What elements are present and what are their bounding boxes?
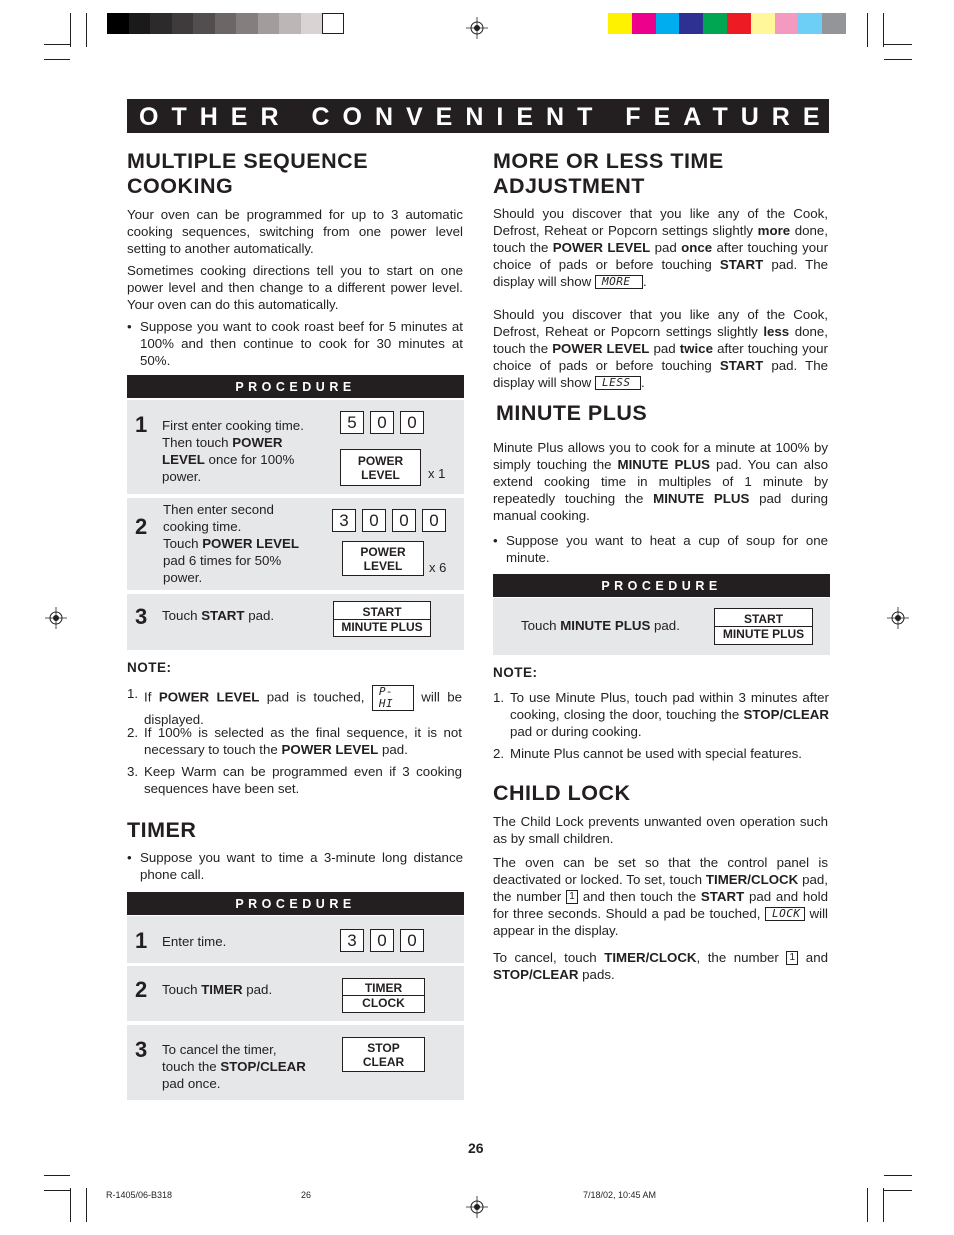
procedure-step — [127, 916, 464, 963]
display-readout: LOCK — [765, 907, 805, 921]
display-digits — [340, 411, 424, 434]
registration-mark-icon — [45, 607, 67, 629]
step-number: 3 — [135, 1037, 148, 1062]
number-key: 1 — [566, 890, 578, 904]
footer-job-id: R-1405/06-B318 — [106, 1190, 173, 1200]
color-swatch — [322, 13, 344, 34]
procedure-step — [127, 1025, 464, 1100]
color-swatch — [751, 13, 775, 34]
color-swatch — [775, 13, 799, 34]
color-swatch — [632, 13, 656, 34]
color-swatch — [822, 13, 846, 34]
example-bullet: • Suppose you want to heat a cup of soup for one minute. — [493, 532, 828, 566]
crop-mark — [884, 44, 912, 45]
step-number: 1 — [135, 412, 148, 437]
crop-mark — [883, 1188, 884, 1222]
crop-mark — [884, 1190, 912, 1191]
number-key: 1 — [786, 951, 798, 965]
procedure-step — [493, 598, 830, 655]
display-digit: 5 — [340, 411, 364, 434]
display-readout: P-HI — [372, 685, 414, 711]
color-swatch — [129, 13, 151, 34]
child-lock-paragraph: The oven can be set so that the control panel is deactivated or locked. To set, touch TIMER/CLOCK pad, the number 1 and then touch the START pad and hold for three seconds. Should a pad be touched, LOCK will appear in the display. — [493, 855, 829, 938]
color-swatch — [258, 13, 280, 34]
crop-mark — [884, 1175, 912, 1176]
crop-mark — [44, 1190, 70, 1191]
child-lock-heading: CHILD LOCK — [493, 781, 631, 805]
color-swatch — [679, 13, 703, 34]
display-digit: 0 — [370, 929, 394, 952]
note-item: 1. To use Minute Plus, touch pad within 3 minutes after cooking, closing the door, touching the STOP/CLEAR pad or during cooking. — [493, 690, 829, 739]
color-swatch — [798, 13, 822, 34]
registration-mark-icon — [887, 607, 909, 629]
procedure-step — [127, 400, 464, 494]
procedure-step — [127, 594, 464, 650]
note-item: 2. Minute Plus cannot be used with special features. — [493, 746, 802, 761]
note-label: NOTE: — [127, 660, 172, 675]
start-minute-plus-pad[interactable]: START MINUTE PLUS — [714, 608, 813, 645]
color-swatch — [727, 13, 751, 34]
page-number: 26 — [468, 1140, 484, 1156]
color-swatch — [703, 13, 727, 34]
crop-mark — [70, 13, 71, 47]
step-instruction: Enter time. — [162, 934, 227, 949]
crop-mark — [86, 13, 87, 47]
color-swatch — [279, 13, 301, 34]
display-digit: 3 — [332, 509, 356, 532]
step-number: 2 — [135, 977, 148, 1002]
multiple-sequence-paragraph: Your oven can be programmed for up to 3 automatic cooking sequences, switching from one power level setting to another automatically. — [127, 207, 463, 256]
step-instruction: Touch START pad. — [162, 608, 275, 623]
timer-clock-pad[interactable]: TIMER CLOCK — [342, 978, 425, 1013]
crop-mark — [884, 59, 912, 60]
display-digit: 0 — [400, 411, 424, 434]
power-level-pad[interactable]: POWER LEVEL — [342, 541, 424, 576]
display-digit: 0 — [362, 509, 386, 532]
procedure-step — [127, 498, 464, 590]
color-swatch — [215, 13, 237, 34]
step-instruction: First enter cooking time. Then touch POWER LEVEL once for 100% power. — [162, 418, 304, 484]
color-swatch — [150, 13, 172, 34]
display-digit: 0 — [370, 411, 394, 434]
color-swatch — [656, 13, 680, 34]
minute-plus-paragraph: Minute Plus allows you to cook for a minute at 100% by simply touching the MINUTE PLUS pad. You can also extend cooking time in multiples of 1 minute by repeatedly touching the MINUTE PLUS pad during manual cooking. — [493, 440, 829, 523]
press-count: x 1 — [428, 466, 446, 481]
more-less-heading: MORE OR LESS TIME ADJUSTMENT — [493, 149, 724, 198]
step-instruction: Touch TIMER pad. — [162, 982, 273, 997]
example-bullet: • Suppose you want to time a 3-minute long distance phone call. — [127, 849, 463, 883]
step-instruction: Touch MINUTE PLUS pad. — [521, 618, 680, 633]
timer-heading: TIMER — [127, 818, 197, 842]
note-label: NOTE: — [493, 665, 538, 680]
step-instruction: Then enter second cooking time. Touch POWER LEVEL pad 6 times for 50% power. — [163, 502, 299, 585]
start-minute-plus-pad[interactable]: START MINUTE PLUS — [333, 601, 431, 637]
note-item: 2. If 100% is selected as the final sequence, it is not necessary to touch the POWER LEVEL pad. — [127, 725, 462, 757]
crop-mark — [44, 44, 70, 45]
color-swatch — [608, 13, 632, 34]
footer-page: 26 — [301, 1190, 312, 1200]
page-title: OTHER CONVENIENT FEATURES — [127, 99, 829, 133]
stop-clear-pad[interactable]: STOP CLEAR — [342, 1037, 425, 1072]
color-swatch — [301, 13, 323, 34]
multiple-sequence-heading: MULTIPLE SEQUENCE COOKING — [127, 149, 369, 198]
multiple-sequence-paragraph: Sometimes cooking directions tell you to start on one power level and then change to a different power level. Your oven can do this automatically. — [127, 263, 463, 312]
crop-mark — [867, 13, 868, 47]
procedure-header: PROCEDURE — [127, 892, 464, 915]
crop-mark — [70, 1188, 71, 1222]
footer-timestamp: 7/18/02, 10:45 AM — [583, 1190, 657, 1200]
display-digit: 3 — [340, 929, 364, 952]
power-level-pad[interactable]: POWER LEVEL — [340, 449, 421, 486]
step-number: 2 — [135, 514, 148, 539]
step-instruction: To cancel the timer, touch the STOP/CLEAR pad once. — [162, 1042, 306, 1091]
step-number: 1 — [135, 928, 148, 953]
display-digit: 0 — [400, 929, 424, 952]
note-item: 1. If POWER LEVEL pad is touched, P-HI will be displayed. — [127, 685, 462, 727]
example-bullet: • Suppose you want to cook roast beef for 5 minutes at 100% and then continue to cook for 30 minutes at 50%. — [127, 318, 463, 369]
procedure-header: PROCEDURE — [127, 375, 464, 398]
press-count: x 6 — [429, 560, 447, 575]
step-number: 3 — [135, 604, 148, 629]
display-digits — [340, 929, 424, 952]
child-lock-paragraph: The Child Lock prevents unwanted oven operation such as by small children. — [493, 814, 828, 846]
crop-mark — [883, 13, 884, 47]
procedure-header: PROCEDURE — [493, 574, 830, 597]
display-digits — [332, 509, 446, 532]
color-swatch — [172, 13, 194, 34]
note-item: 3. Keep Warm can be programmed even if 3 cooking sequences have been set. — [127, 764, 462, 796]
crop-mark — [44, 1175, 70, 1176]
minute-plus-heading: MINUTE PLUS — [496, 401, 648, 425]
color-swatch — [193, 13, 215, 34]
more-less-paragraph: Should you discover that you like any of the Cook, Defrost, Reheat or Popcorn settings slightly more done, touch the POWER LEVEL pad once after touching your choice of pads or before touching START pad. The display will show MORE . — [493, 206, 829, 289]
child-lock-paragraph: To cancel, touch TIMER/CLOCK, the number 1 and STOP/CLEAR pads. — [493, 950, 828, 982]
display-digit: 0 — [422, 509, 446, 532]
crop-mark — [44, 59, 70, 60]
registration-mark-icon — [466, 1196, 488, 1218]
registration-mark-icon — [466, 17, 488, 39]
display-digit: 0 — [392, 509, 416, 532]
display-readout: LESS — [595, 376, 641, 390]
color-swatch — [107, 13, 129, 34]
display-readout: MORE — [595, 275, 643, 289]
crop-mark — [86, 1188, 87, 1222]
procedure-step — [127, 966, 464, 1021]
more-less-paragraph: Should you discover that you like any of the Cook, Defrost, Reheat or Popcorn settings slightly less done, touch the POWER LEVEL pad twice after touching your choice of pads or before touching START pad. The display will show LESS . — [493, 307, 828, 390]
color-swatch — [236, 13, 258, 34]
crop-mark — [867, 1188, 868, 1222]
